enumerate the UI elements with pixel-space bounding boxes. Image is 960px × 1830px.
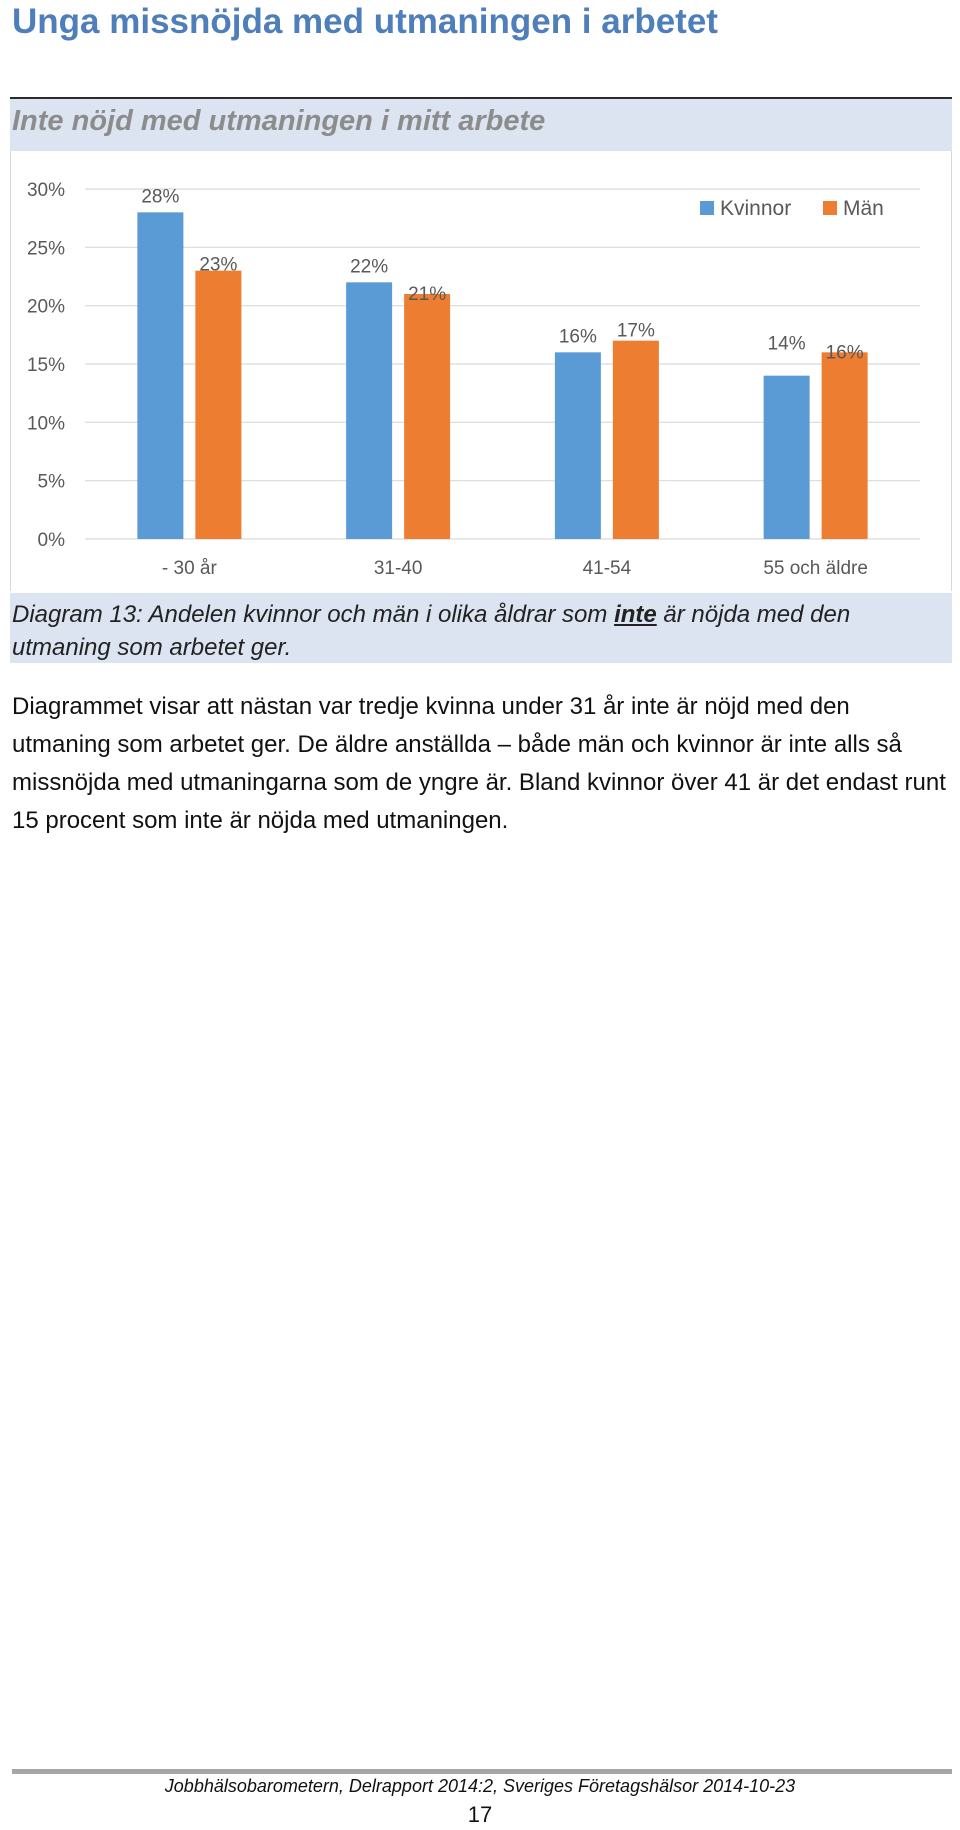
data-label: 16% — [558, 326, 597, 348]
bar-män-1 — [195, 271, 241, 539]
y-tick-label: 0% — [37, 530, 65, 551]
chart-frame — [10, 97, 952, 663]
data-label: 14% — [767, 333, 806, 355]
legend-swatch — [823, 201, 837, 215]
data-label: 22% — [350, 256, 389, 278]
legend-swatch — [700, 201, 714, 215]
data-label: 16% — [825, 342, 864, 364]
bar-män-2 — [404, 294, 450, 539]
bar-kvinnor-1 — [137, 212, 183, 539]
footer-rule — [12, 1769, 952, 1774]
caption-emphasis: inte — [614, 601, 657, 628]
y-tick-label: 30% — [26, 180, 65, 201]
bar-kvinnor-4 — [764, 376, 810, 539]
x-tick-label: 55 och äldre — [763, 558, 868, 579]
caption-text-before: Diagram 13: Andelen kvinnor och män i olika åldrar som — [12, 601, 615, 628]
page-heading: Unga missnöjda med utmaningen i arbetet — [12, 2, 718, 41]
bar-män-4 — [822, 352, 868, 539]
bar-kvinnor-3 — [555, 352, 601, 539]
bar-män-3 — [613, 341, 659, 539]
legend-label: Män — [843, 197, 884, 220]
footer-text: Jobbhälsobarometern, Delrapport 2014:2, Sveriges Företagshälsor 2014-10-23 — [164, 1776, 796, 1796]
body-paragraph: Diagrammet visar att nästan var tredje kvinna under 31 år inte är nöjd med den utmaning som arbetet ger. De äldre anställda – både män och kvinnor är inte alls så missnöjda med utmaningarna som de yngre är. Bland kvinnor över 41 är det endast runt 15 procent som inte är nöjda med utmaningen. — [12, 693, 946, 834]
bar-chart — [10, 99, 952, 593]
caption-text-after: är nöjda med den utmaning som arbetet ger. — [12, 601, 851, 661]
chart-title: Inte nöjd med utmaningen i mitt arbete — [12, 105, 546, 137]
legend-label: Kvinnor — [720, 197, 792, 220]
y-tick-label: 10% — [26, 413, 65, 435]
x-tick-label: - 30 år — [161, 558, 217, 579]
data-label: 17% — [616, 320, 655, 342]
page-number: 17 — [467, 1802, 493, 1827]
caption-band — [10, 593, 952, 663]
y-tick-label: 25% — [26, 238, 65, 260]
data-label: 23% — [199, 254, 238, 276]
bar-kvinnor-2 — [346, 282, 392, 539]
x-tick-label: 31-40 — [373, 558, 423, 579]
x-tick-label: 41-54 — [582, 558, 632, 579]
figure-caption — [12, 598, 912, 664]
y-tick-label: 15% — [26, 355, 65, 376]
data-label: 21% — [408, 284, 447, 305]
y-tick-label: 20% — [26, 296, 65, 318]
y-tick-label: 5% — [37, 471, 65, 493]
data-label: 28% — [141, 186, 180, 208]
